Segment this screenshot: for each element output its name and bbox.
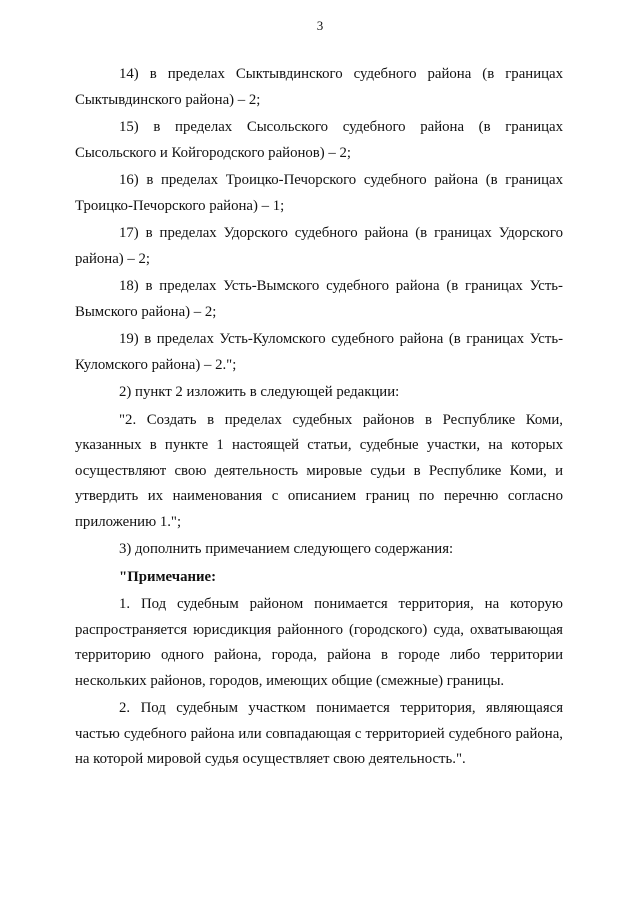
document-body bbox=[75, 62, 563, 775]
paragraph-item-17: 17) в пределах Удорского судебного района (в границах Удорского района) – 2; bbox=[75, 225, 563, 267]
paragraph-item-19: 19) в пределах Усть-Куломского судебного района (в границах Усть-Куломского района) – 2."; bbox=[75, 331, 563, 373]
note-heading: "Примечание: bbox=[119, 568, 217, 585]
paragraph-item-16: 16) в пределах Троицко-Печорского судебного района (в границах Троицко-Печорского района) – 1; bbox=[75, 172, 563, 214]
paragraph-item-15: 15) в пределах Сысольского судебного района (в границах Сысольского и Койгородского районов) – 2; bbox=[75, 119, 563, 161]
paragraph-amendment-2: 2) пункт 2 изложить в следующей редакции: bbox=[119, 384, 400, 400]
note-item-1: 1. Под судебным районом понимается территория, на которую распространяется юрисдикция районного (городского) суда, охватывающая территорию одного района, города, района в городе либо территории нескольких районов, городов, имеющих общие (смежные) границы. bbox=[75, 596, 563, 689]
paragraph-item-14: 14) в пределах Сыктывдинского судебного района (в границах Сыктывдинского района) – 2; bbox=[75, 66, 563, 108]
paragraph-item-18: 18) в пределах Усть-Вымского судебного района (в границах Усть-Вымского района) – 2; bbox=[75, 278, 563, 320]
page-number: 3 bbox=[316, 18, 324, 33]
paragraph-point-2-text: "2. Создать в пределах судебных районов в Республике Коми, указанных в пункте 1 настоящей статьи, судебные участки, на которых осуществляют свою деятельность мировые судьи в Республике Коми, и утвердить их наименования с описанием границ по перечню согласно приложению 1."; bbox=[75, 411, 563, 530]
note-item-2: 2. Под судебным участком понимается территория, являющаяся частью судебного района или совпадающая с территорией судебного района, на которой мировой судья осуществляет свою деятельность.". bbox=[75, 700, 563, 767]
paragraph-amendment-3: 3) дополнить примечанием следующего содержания: bbox=[119, 541, 454, 557]
